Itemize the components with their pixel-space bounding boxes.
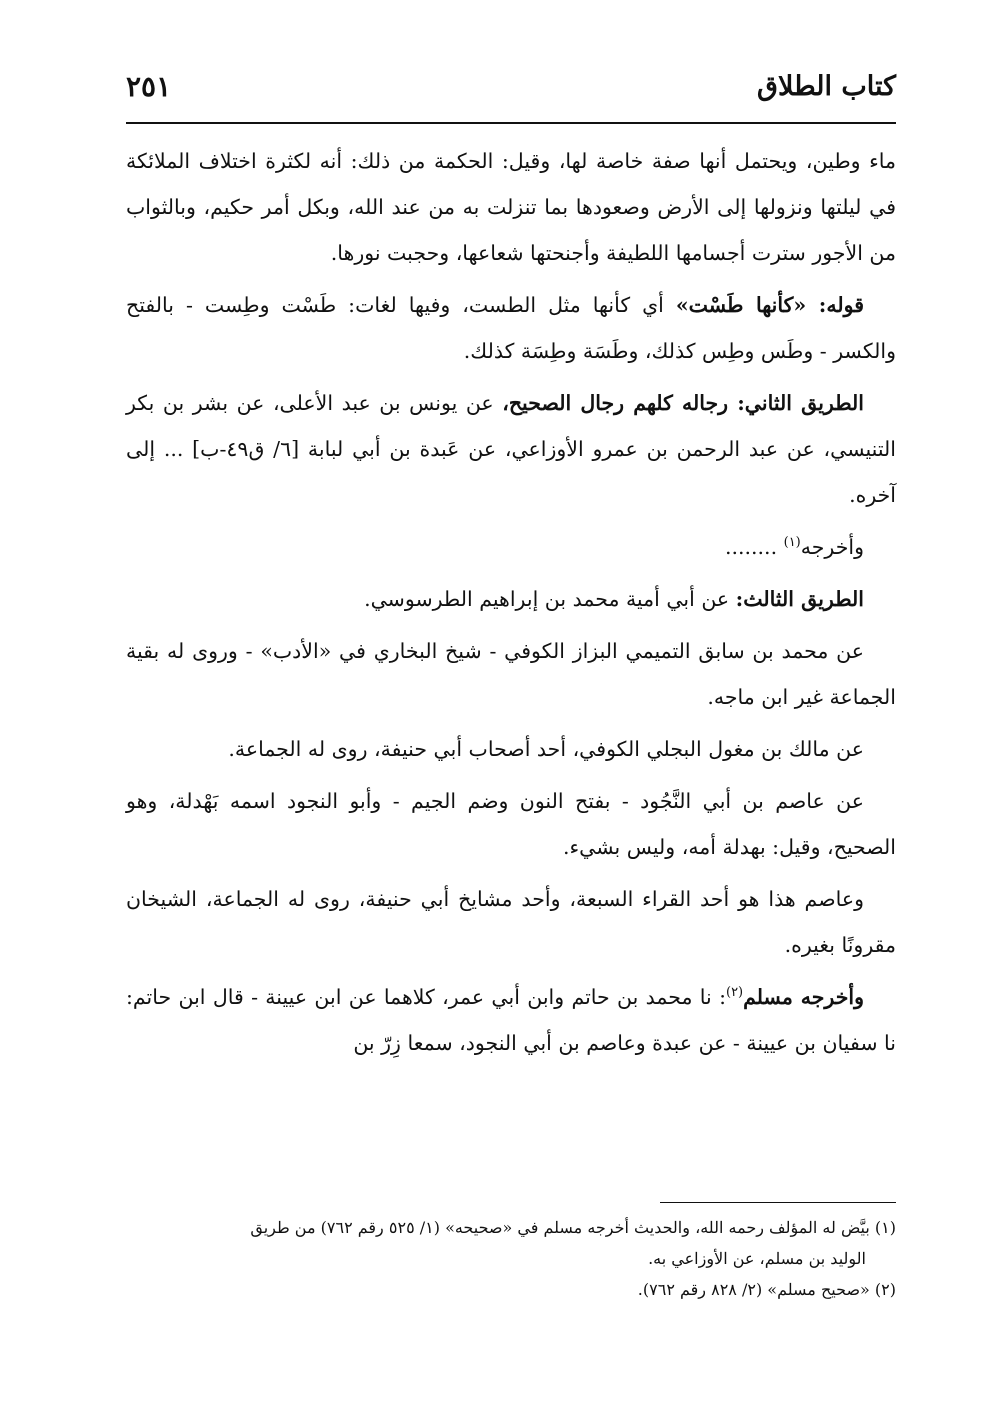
header-rule — [126, 122, 896, 124]
page-number: ٢٥١ — [126, 69, 172, 103]
paragraph-lead: الطريق الثالث: — [735, 587, 864, 611]
paragraph: وأخرجه$^{(١)}$ ........ — [724, 535, 864, 559]
footnote-ref[interactable]: (٢) — [725, 985, 744, 1001]
paragraph: الطريق الثالث: عن أبي أمية محمد بن إبراهيم الطرسوسي. — [364, 587, 864, 611]
paragraph: عن عاصم بن أبي النَّجُود - بفتح النون وضم الجيم - وأبو النجود اسمه بَهْدلة، وهو الصحيح، وقيل: بهدلة أمه، وليس بشيء. — [126, 789, 896, 859]
footnote: (١) بيَّض له المؤلف رحمه الله، والحديث أخرجه مسلم في «صحيحه» (١/ ٥٢٥ رقم ٧٦٢) من طريق — [250, 1218, 896, 1237]
page-header — [126, 64, 896, 108]
footnote: (٢) «صحيح مسلم» (٢/ ٨٢٨ رقم ٧٦٢). — [637, 1280, 896, 1299]
paragraph: وأخرجه مسلم$^{(٢)}$: نا محمد بن حاتم وابن أبي عمر، كلاهما عن ابن عيينة - قال ابن حاتم: نا سفيان بن عيينة - عن عبدة وعاصم بن أبي النجود، سمعا زِرّ بن — [126, 985, 896, 1055]
paragraph: قوله: «كأنها طَسْت» أي كأنها مثل الطست، وفيها لغات: طَسْت وطِست - بالفتح والكسر - وطَس وطِس كذلك، وطَسَة وطِسَة كذلك. — [126, 293, 896, 363]
paragraph: عن مالك بن مغول البجلي الكوفي، أحد أصحاب أبي حنيفة، روى له الجماعة. — [228, 737, 864, 761]
paragraph: عن محمد بن سابق التميمي البزاز الكوفي - شيخ البخاري في «الأدب» - وروى له بقية الجماعة غير ابن ماجه. — [126, 639, 896, 709]
paragraph-lead: الطريق الثاني: رجاله كلهم رجال الصحيح، — [502, 391, 864, 415]
paragraph: الطريق الثاني: رجاله كلهم رجال الصحيح، عن يونس بن عبد الأعلى، عن بشر بن بكر التنيسي، عن عبد الرحمن بن عمرو الأوزاعي، عن عَبدة بن أبي لبابة [٦/ ق٤٩-ب] ... إلى آخره. — [126, 391, 896, 507]
footnote-separator — [660, 1202, 896, 1203]
footnote-continuation: الوليد بن مسلم، عن الأوزاعي به. — [648, 1249, 866, 1268]
paragraph: ماء وطين، ويحتمل أنها صفة خاصة لها، وقيل: الحكمة من ذلك: أنه لكثرة اختلاف الملائكة في ليلتها ونزولها إلى الأرض وصعودها بما تنزلت به من عند الله، وبكل أمر حكيم، وبالثواب من الأجور سترت أجسامها اللطيفة وأجنحتها شعاعها، وحجبت نورها. — [126, 149, 896, 265]
footnotes — [126, 1212, 896, 1305]
paragraph-lead: وأخرجه مسلم — [743, 985, 865, 1009]
paragraph-lead: قوله: «كأنها طَسْت» — [675, 293, 864, 317]
main-text — [126, 138, 896, 1072]
footnote-ref[interactable]: (١) — [783, 535, 801, 551]
running-title: كتاب الطلاق — [757, 70, 896, 102]
paragraph: وعاصم هذا هو أحد القراء السبعة، وأحد مشايخ أبي حنيفة، روى له الجماعة، الشيخان مقرونًا بغيره. — [126, 887, 896, 957]
